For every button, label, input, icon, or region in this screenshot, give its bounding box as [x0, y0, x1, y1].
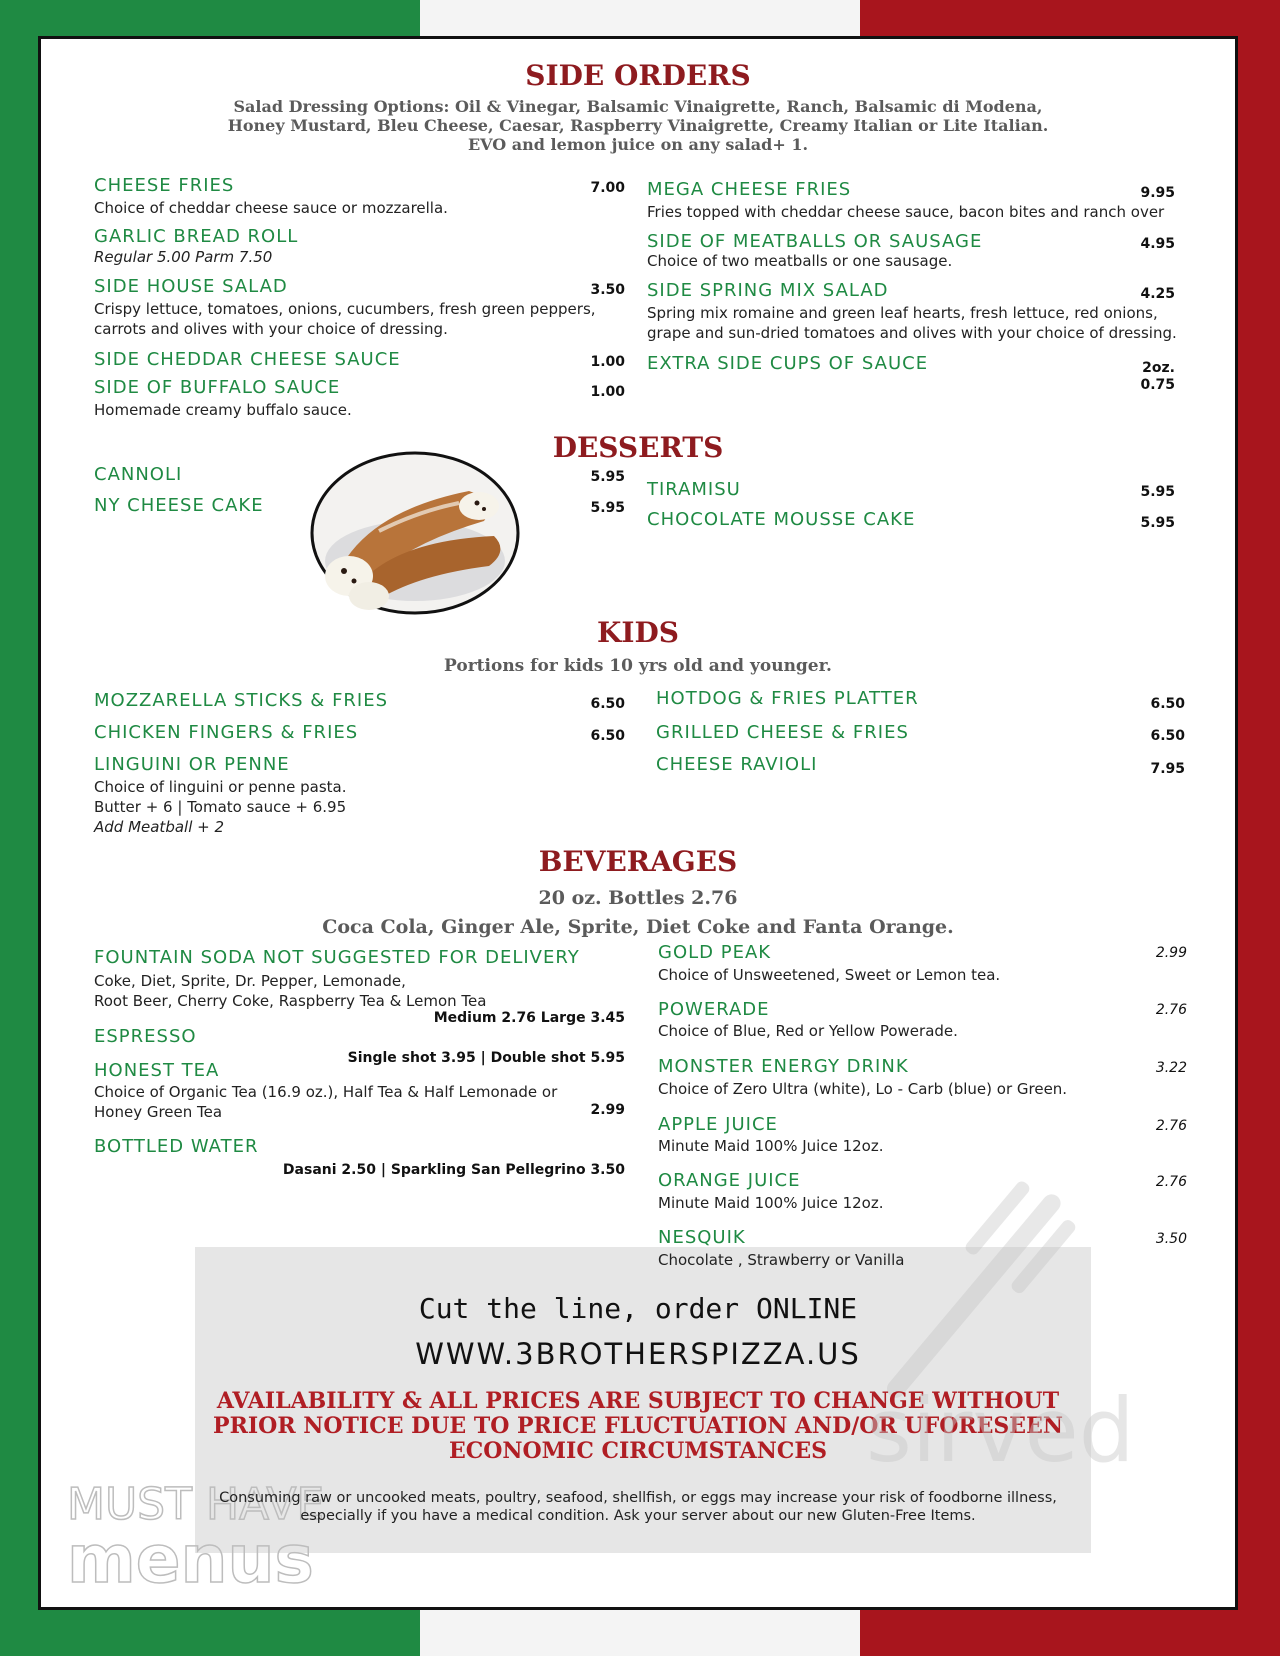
menu-item-price: Medium 2.76 Large 3.45	[433, 1010, 625, 1026]
menu-item-name: CANNOLI	[94, 464, 183, 485]
menu-item-name: NESQUIK	[658, 1227, 746, 1248]
watermark-text: MUST HAVE	[67, 1479, 325, 1530]
menu-item-price: 6.50	[1150, 696, 1185, 712]
menu-item-name: CHICKEN FINGERS & FRIES	[94, 722, 359, 743]
menu-item-price: 2.76	[1155, 1118, 1187, 1134]
menu-item-price: 5.95	[590, 469, 625, 485]
menu-item-price: 1.00	[590, 354, 625, 370]
side-orders-title: SIDE ORDERS	[525, 59, 751, 92]
menu-item-price: 0.75	[1140, 377, 1175, 393]
menu-item-price: 6.50	[590, 696, 625, 712]
menu-item-desc: Choice of Blue, Red or Yellow Powerade.	[658, 1022, 958, 1040]
menu-panel	[38, 36, 1238, 1610]
menu-item-price: 9.95	[1140, 185, 1175, 201]
menu-item-desc	[94, 777, 347, 837]
menu-item-desc	[94, 971, 486, 1011]
kids-subtitle: Portions for kids 10 yrs old and younger.	[444, 656, 832, 676]
menu-item-price: 3.22	[1155, 1060, 1187, 1076]
menu-item-price: 2.76	[1155, 1174, 1187, 1190]
desc-line: Root Beer, Cherry Coke, Raspberry Tea & Lemon Tea	[94, 992, 487, 1010]
desc-line: Crispy lettuce, tomatoes, onions, cucumbers, fresh green peppers,	[94, 300, 596, 318]
bottles-list: Coca Cola, Ginger Ale, Sprite, Diet Coke and Fanta Orange.	[322, 916, 954, 938]
menu-item-price: 5.95	[1140, 515, 1175, 531]
menu-item-name: TIRAMISU	[647, 479, 741, 500]
menu-item-desc: Choice of Zero Ultra (white), Lo - Carb (blue) or Green.	[658, 1080, 1068, 1098]
menu-item-price: 5.95	[590, 500, 625, 516]
warning-line: Consuming raw or uncooked meats, poultry, seafood, shellfish, or eggs may increase your risk of foodborne illness,	[219, 1490, 1057, 1506]
bottles-price: 20 oz. Bottles 2.76	[538, 887, 738, 909]
menu-item-name: SIDE OF BUFFALO SAUCE	[94, 377, 341, 398]
menu-item-name: HONEST TEA	[94, 1060, 220, 1081]
desc-line: Choice of linguini or penne pasta.	[94, 778, 347, 796]
menu-item-desc: Choice of two meatballs or one sausage.	[647, 252, 953, 270]
menu-item-desc: Minute Maid 100% Juice 12oz.	[658, 1194, 884, 1212]
beverages-title: BEVERAGES	[538, 845, 738, 878]
menu-item-name: GARLIC BREAD ROLL	[94, 226, 299, 247]
menu-item-price: 2oz.	[1142, 360, 1175, 376]
menu-item-name: APPLE JUICE	[658, 1114, 778, 1135]
desc-line: carrots and olives with your choice of dressing.	[94, 320, 448, 338]
menu-item-name: SIDE OF MEATBALLS OR SAUSAGE	[647, 231, 983, 252]
menu-item-name: MEGA CHEESE FRIES	[647, 179, 852, 200]
menu-item-name: ESPRESSO	[94, 1026, 197, 1047]
menu-item-name: SIDE HOUSE SALAD	[94, 276, 288, 297]
dressing-line: Salad Dressing Options: Oil & Vinegar, Balsamic Vinaigrette, Ranch, Balsamic di Modena,	[233, 97, 1043, 116]
watermark-text: menus	[67, 1521, 314, 1598]
desserts-title: DESSERTS	[552, 431, 724, 464]
menu-item-name: SIDE SPRING MIX SALAD	[647, 280, 889, 301]
menu-item-price: 1.00	[590, 384, 625, 400]
menu-item-price: Dasani 2.50 | Sparkling San Pellegrino 3.50	[282, 1162, 625, 1178]
desc-line: Spring mix romaine and green leaf hearts, fresh lettuce, red onions,	[647, 304, 1158, 322]
menu-item-price: 2.76	[1155, 1002, 1187, 1018]
menu-item-desc	[647, 303, 1177, 343]
menu-item-price: 7.95	[1150, 761, 1185, 777]
order-online-cta: Cut the line, order ONLINE	[418, 1292, 858, 1325]
menu-item-name: CHEESE RAVIOLI	[656, 754, 818, 775]
disclaimer-line: PRIOR NOTICE DUE TO PRICE FLUCTUATION AND/OR UFORESEEN	[213, 1413, 1063, 1439]
menu-item-name: MOZZARELLA STICKS & FRIES	[94, 690, 389, 711]
food-safety-warning	[41, 1489, 1235, 1525]
desc-line: Add Meatball + 2	[94, 818, 225, 836]
menu-item-desc: Chocolate , Strawberry or Vanilla	[658, 1251, 905, 1269]
menu-item-price: 6.50	[590, 728, 625, 744]
disclaimer-line: AVAILABILITY & ALL PRICES ARE SUBJECT TO CHANGE WITHOUT	[216, 1388, 1060, 1414]
menu-item-desc: Regular 5.00 Parm 7.50	[94, 248, 273, 266]
menu-item-price: 2.99	[590, 1102, 625, 1118]
menu-item-name: SIDE CHEDDAR CHEESE SAUCE	[94, 349, 401, 370]
menu-item-desc: Choice of cheddar cheese sauce or mozzarella.	[94, 199, 448, 217]
menu-item-desc: Fries topped with cheddar cheese sauce, bacon bites and ranch over	[647, 203, 1165, 221]
cannoli-photo	[309, 451, 521, 615]
menu-item-price: 4.25	[1140, 286, 1175, 302]
disclaimer-line: ECONOMIC CIRCUMSTANCES	[448, 1438, 828, 1464]
desc-line: grape and sun-dried tomatoes and olives with your choice of dressing.	[647, 324, 1177, 342]
menu-item-name: HOTDOG & FRIES PLATTER	[656, 688, 919, 709]
dressing-line: EVO and lemon juice on any salad+ 1.	[467, 135, 809, 154]
menu-item-desc: Homemade creamy buffalo sauce.	[94, 401, 352, 419]
dressing-options	[41, 97, 1235, 154]
menu-item-price: 2.99	[1155, 945, 1187, 961]
menu-item-desc: Minute Maid 100% Juice 12oz.	[658, 1137, 884, 1155]
sirved-watermark: sirved	[866, 1379, 1135, 1482]
menu-item-name: CHOCOLATE MOUSSE CAKE	[647, 509, 916, 530]
menu-item-name: NY CHEESE CAKE	[94, 495, 264, 516]
menu-item-desc	[94, 1082, 557, 1122]
menu-item-price: 3.50	[590, 282, 625, 298]
menu-item-name: BOTTLED WATER	[94, 1136, 259, 1157]
desc-line: Coke, Diet, Sprite, Dr. Pepper, Lemonade,	[94, 972, 406, 990]
desc-line: Choice of Organic Tea (16.9 oz.), Half Tea & Half Lemonade or	[94, 1083, 558, 1101]
menu-item-price: 5.95	[1140, 484, 1175, 500]
menu-item-desc	[94, 299, 596, 339]
menu-item-name: LINGUINI OR PENNE	[94, 754, 290, 775]
kids-title: KIDS	[597, 616, 679, 649]
menu-item-name: EXTRA SIDE CUPS OF SAUCE	[647, 353, 929, 374]
website-link[interactable]: WWW.3BROTHERSPIZZA.US	[415, 1337, 861, 1371]
menu-item-desc: Choice of Unsweetened, Sweet or Lemon tea.	[658, 966, 1001, 984]
menu-item-price: 7.00	[590, 180, 625, 196]
menu-item-name: MONSTER ENERGY DRINK	[658, 1056, 909, 1077]
menu-item-name: ORANGE JUICE	[658, 1170, 801, 1191]
menu-item-name: POWERADE	[658, 999, 770, 1020]
desc-line: Butter + 6 | Tomato sauce + 6.95	[94, 798, 347, 816]
menu-item-name: CHEESE FRIES	[94, 175, 235, 196]
menu-item-name: FOUNTAIN SODA NOT SUGGESTED FOR DELIVERY	[94, 947, 580, 968]
menu-item-price: Single shot 3.95 | Double shot 5.95	[347, 1050, 625, 1066]
menu-item-name: GOLD PEAK	[658, 942, 772, 963]
menu-item-price: 4.95	[1140, 236, 1175, 252]
menu-item-price: 3.50	[1155, 1231, 1187, 1247]
menu-item-price: 6.50	[1150, 728, 1185, 744]
dressing-line: Honey Mustard, Bleu Cheese, Caesar, Raspberry Vinaigrette, Creamy Italian or Lite Italian.	[227, 116, 1049, 135]
warning-line: especially if you have a medical condition. Ask your server about our new Gluten-Free Items.	[300, 1508, 976, 1524]
menu-item-name: GRILLED CHEESE & FRIES	[656, 722, 909, 743]
desc-line: Honey Green Tea	[94, 1103, 223, 1121]
